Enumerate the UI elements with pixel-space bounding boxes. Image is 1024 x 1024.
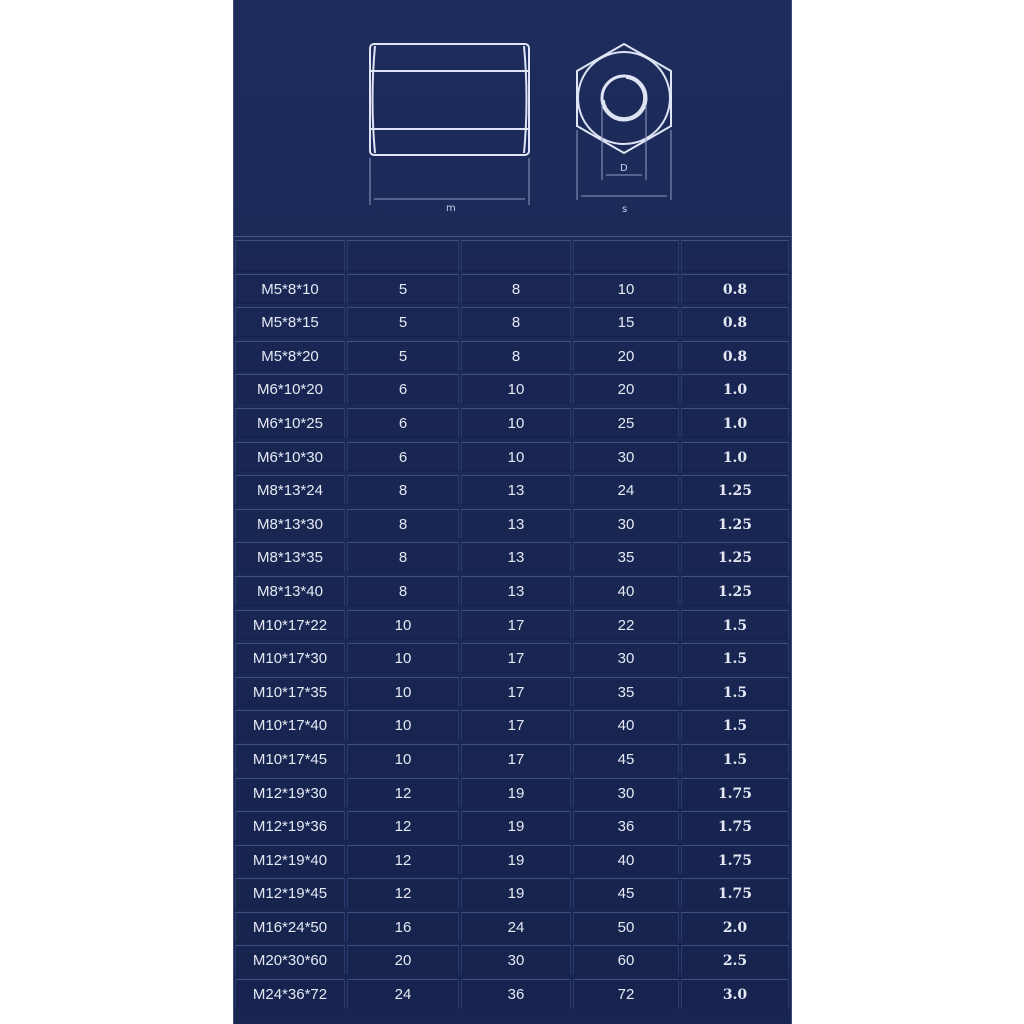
- header-cell: [461, 240, 571, 272]
- s-cell: 13: [461, 576, 571, 606]
- table-row: [234, 876, 791, 910]
- pitch-cell: 1.75: [681, 778, 789, 808]
- size-cell: M5*8*20: [235, 341, 345, 371]
- table-row: [234, 272, 791, 306]
- s-cell: 17: [461, 643, 571, 673]
- pitch-cell: 1.25: [681, 509, 789, 539]
- d-cell: 10: [347, 677, 459, 707]
- s-cell: 8: [461, 341, 571, 371]
- table-row: [234, 708, 791, 742]
- pitch-cell: 1.5: [681, 677, 789, 707]
- pitch-cell: 1.5: [681, 610, 789, 640]
- s-cell: 17: [461, 677, 571, 707]
- table-header-row: [234, 238, 791, 272]
- d-cell: 10: [347, 643, 459, 673]
- s-cell: 17: [461, 610, 571, 640]
- table-row: [234, 473, 791, 507]
- d-cell: 12: [347, 811, 459, 841]
- pitch-cell: 1.5: [681, 744, 789, 774]
- pitch-cell: 1.0: [681, 374, 789, 404]
- pitch-cell: 0.8: [681, 307, 789, 337]
- size-cell: M5*8*15: [235, 307, 345, 337]
- s-cell: 8: [461, 274, 571, 304]
- m-dimension: [370, 158, 529, 205]
- size-cell: M10*17*40: [235, 710, 345, 740]
- table-row: [234, 843, 791, 877]
- d-cell: 10: [347, 710, 459, 740]
- size-cell: M10*17*45: [235, 744, 345, 774]
- table-row: [234, 910, 791, 944]
- s-cell: 19: [461, 878, 571, 908]
- m-cell: 20: [573, 374, 679, 404]
- table-row: [234, 977, 791, 1011]
- d-cell: 10: [347, 610, 459, 640]
- spec-table: [234, 238, 791, 1011]
- drawing-separator: [234, 236, 791, 237]
- size-cell: M20*30*60: [235, 945, 345, 975]
- d-cell: 6: [347, 374, 459, 404]
- size-cell: M12*19*40: [235, 845, 345, 875]
- pitch-cell: 3.0: [681, 979, 789, 1009]
- table-row: [234, 608, 791, 642]
- size-cell: M24*36*72: [235, 979, 345, 1009]
- m-cell: 30: [573, 778, 679, 808]
- header-cell: [681, 240, 789, 272]
- m-cell: 24: [573, 475, 679, 505]
- m-cell: 40: [573, 576, 679, 606]
- size-cell: M8*13*30: [235, 509, 345, 539]
- d-cell: 8: [347, 509, 459, 539]
- end-view: [577, 44, 671, 153]
- size-cell: M12*19*30: [235, 778, 345, 808]
- pitch-cell: 1.5: [681, 710, 789, 740]
- pitch-cell: 0.8: [681, 274, 789, 304]
- size-cell: M8*13*24: [235, 475, 345, 505]
- pitch-cell: 2.0: [681, 912, 789, 942]
- d-cell: 12: [347, 778, 459, 808]
- table-row: [234, 507, 791, 541]
- pitch-cell: 2.5: [681, 945, 789, 975]
- size-cell: M10*17*35: [235, 677, 345, 707]
- header-cell: [573, 240, 679, 272]
- d-cell: 8: [347, 542, 459, 572]
- m-label: m: [446, 203, 456, 214]
- table-row: [234, 372, 791, 406]
- size-cell: M10*17*22: [235, 610, 345, 640]
- pitch-cell: 1.0: [681, 408, 789, 438]
- s-cell: 17: [461, 744, 571, 774]
- d-cell: 16: [347, 912, 459, 942]
- s-cell: 17: [461, 710, 571, 740]
- size-cell: M8*13*35: [235, 542, 345, 572]
- m-cell: 45: [573, 878, 679, 908]
- table-row: [234, 742, 791, 776]
- pitch-cell: 1.75: [681, 845, 789, 875]
- size-cell: M8*13*40: [235, 576, 345, 606]
- d-cell: 5: [347, 274, 459, 304]
- d-cell: 10: [347, 744, 459, 774]
- d-cell: 5: [347, 307, 459, 337]
- size-cell: M6*10*30: [235, 442, 345, 472]
- m-cell: 50: [573, 912, 679, 942]
- size-cell: M6*10*25: [235, 408, 345, 438]
- d-cell: 20: [347, 945, 459, 975]
- m-cell: 30: [573, 643, 679, 673]
- coupling-nut-drawing: [234, 0, 791, 230]
- m-cell: 15: [573, 307, 679, 337]
- s-cell: 30: [461, 945, 571, 975]
- d-cell: 5: [347, 341, 459, 371]
- s-cell: 10: [461, 374, 571, 404]
- table-row: [234, 943, 791, 977]
- d-cell: 24: [347, 979, 459, 1009]
- spec-sheet-panel: [233, 0, 792, 1024]
- table-row: [234, 406, 791, 440]
- d-cell: 12: [347, 878, 459, 908]
- pitch-cell: 1.25: [681, 542, 789, 572]
- table-row: [234, 540, 791, 574]
- size-cell: M10*17*30: [235, 643, 345, 673]
- d-cell: 8: [347, 576, 459, 606]
- table-row: [234, 776, 791, 810]
- m-cell: 36: [573, 811, 679, 841]
- d-cell: 6: [347, 408, 459, 438]
- pitch-cell: 1.75: [681, 811, 789, 841]
- m-cell: 45: [573, 744, 679, 774]
- s-cell: 19: [461, 811, 571, 841]
- pitch-cell: 0.8: [681, 341, 789, 371]
- size-cell: M16*24*50: [235, 912, 345, 942]
- s-cell: 24: [461, 912, 571, 942]
- d-label: D: [620, 163, 628, 174]
- pitch-cell: 1.0: [681, 442, 789, 472]
- m-cell: 60: [573, 945, 679, 975]
- s-cell: 19: [461, 845, 571, 875]
- table-row: [234, 339, 791, 373]
- size-cell: M5*8*10: [235, 274, 345, 304]
- s-cell: 19: [461, 778, 571, 808]
- table-row: [234, 574, 791, 608]
- pitch-cell: 1.25: [681, 576, 789, 606]
- size-cell: M12*19*45: [235, 878, 345, 908]
- m-cell: 25: [573, 408, 679, 438]
- m-cell: 30: [573, 442, 679, 472]
- table-row: [234, 305, 791, 339]
- d-cell: 12: [347, 845, 459, 875]
- m-cell: 40: [573, 710, 679, 740]
- s-cell: 13: [461, 475, 571, 505]
- m-cell: 20: [573, 341, 679, 371]
- s-cell: 13: [461, 542, 571, 572]
- header-cell: [347, 240, 459, 272]
- table-row: [234, 809, 791, 843]
- pitch-cell: 1.25: [681, 475, 789, 505]
- pitch-cell: 1.75: [681, 878, 789, 908]
- header-cell: [235, 240, 345, 272]
- size-cell: M6*10*20: [235, 374, 345, 404]
- m-cell: 22: [573, 610, 679, 640]
- table-row: [234, 675, 791, 709]
- s-cell: 10: [461, 408, 571, 438]
- m-cell: 40: [573, 845, 679, 875]
- pitch-cell: 1.5: [681, 643, 789, 673]
- d-cell: 8: [347, 475, 459, 505]
- size-cell: M12*19*36: [235, 811, 345, 841]
- d-cell: 6: [347, 442, 459, 472]
- m-cell: 35: [573, 677, 679, 707]
- m-cell: 35: [573, 542, 679, 572]
- side-view: [370, 44, 529, 155]
- s-cell: 8: [461, 307, 571, 337]
- s-cell: 10: [461, 442, 571, 472]
- table-row: [234, 440, 791, 474]
- s-label: s: [622, 204, 628, 215]
- s-cell: 13: [461, 509, 571, 539]
- m-cell: 30: [573, 509, 679, 539]
- m-cell: 72: [573, 979, 679, 1009]
- s-cell: 36: [461, 979, 571, 1009]
- table-row: [234, 641, 791, 675]
- m-cell: 10: [573, 274, 679, 304]
